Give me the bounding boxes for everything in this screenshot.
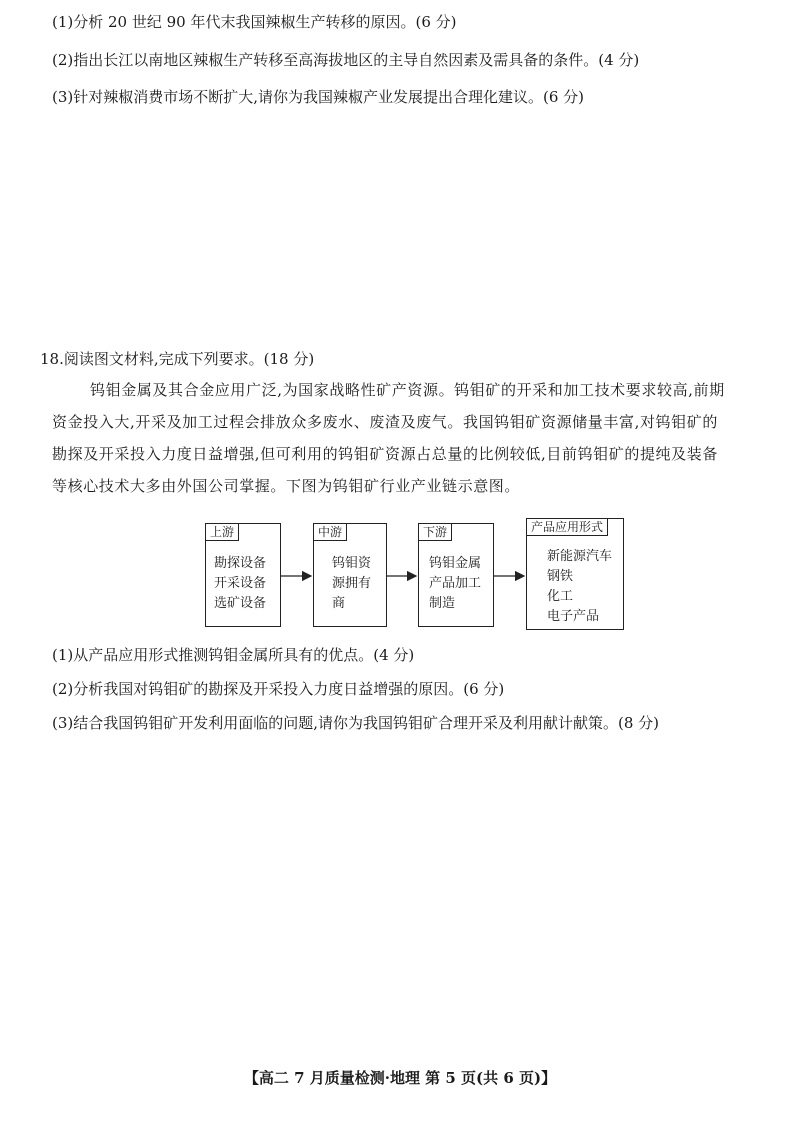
q18-heading: 18.阅读图文材料,完成下列要求。(18 分) bbox=[40, 350, 315, 368]
passage-line: 资金投入大,开采及加工过程会排放众多废水、废渣及废气。我国钨钼矿资源储量丰富,对钨钼矿的 bbox=[52, 413, 718, 431]
downstream-line: 产品加工 bbox=[429, 576, 482, 591]
midstream-tag: 中游 bbox=[313, 523, 347, 541]
application-line: 新能源汽车 bbox=[547, 549, 613, 564]
q18-item-1: (1)从产品应用形式推测钨钼金属所具有的优点。(4 分) bbox=[52, 646, 415, 664]
application-line: 钢铁 bbox=[547, 569, 574, 584]
downstream-line: 钨钼金属 bbox=[429, 556, 482, 571]
downstream-line: 制造 bbox=[429, 596, 456, 611]
upstream-line: 勘探设备 bbox=[214, 556, 267, 571]
application-tag: 产品应用形式 bbox=[526, 518, 608, 536]
downstream-tag: 下游 bbox=[418, 523, 452, 541]
q17-item-1: (1)分析 20 世纪 90 年代末我国辣椒生产转移的原因。(6 分) bbox=[52, 13, 457, 31]
q17-item-3: (3)针对辣椒消费市场不断扩大,请你为我国辣椒产业发展提出合理化建议。(6 分) bbox=[52, 88, 585, 106]
upstream-tag: 上游 bbox=[205, 523, 239, 541]
q17-item-2: (2)指出长江以南地区辣椒生产转移至高海拔地区的主导自然因素及需具备的条件。(4 分) bbox=[52, 51, 640, 69]
application-line: 化工 bbox=[547, 589, 574, 604]
midstream-line: 钨钼资 bbox=[332, 556, 372, 571]
midstream-line: 商 bbox=[332, 596, 346, 611]
passage-line: 勘探及开采投入力度日益增强,但可利用的钨钼矿资源占总量的比例较低,目前钨钼矿的提纯及装备 bbox=[52, 445, 718, 463]
midstream-line: 源拥有 bbox=[332, 576, 372, 591]
passage-line: 等核心技术大多由外国公司掌握。下图为钨钼矿行业产业链示意图。 bbox=[52, 477, 521, 495]
page-footer: 【高二 7 月质量检测·地理 第 5 页(共 6 页)】 bbox=[243, 1069, 557, 1087]
q18-item-2: (2)分析我国对钨钼矿的勘探及开采投入力度日益增强的原因。(6 分) bbox=[52, 680, 505, 698]
application-line: 电子产品 bbox=[547, 609, 600, 624]
passage-line: 钨钼金属及其合金应用广泛,为国家战略性矿产资源。钨钼矿的开采和加工技术要求较高,前期 bbox=[90, 381, 725, 399]
upstream-line: 开采设备 bbox=[214, 576, 267, 591]
upstream-line: 选矿设备 bbox=[214, 596, 267, 611]
q18-item-3: (3)结合我国钨钼矿开发利用面临的问题,请你为我国钨钼矿合理开采及利用献计献策。(8 分) bbox=[52, 714, 660, 732]
